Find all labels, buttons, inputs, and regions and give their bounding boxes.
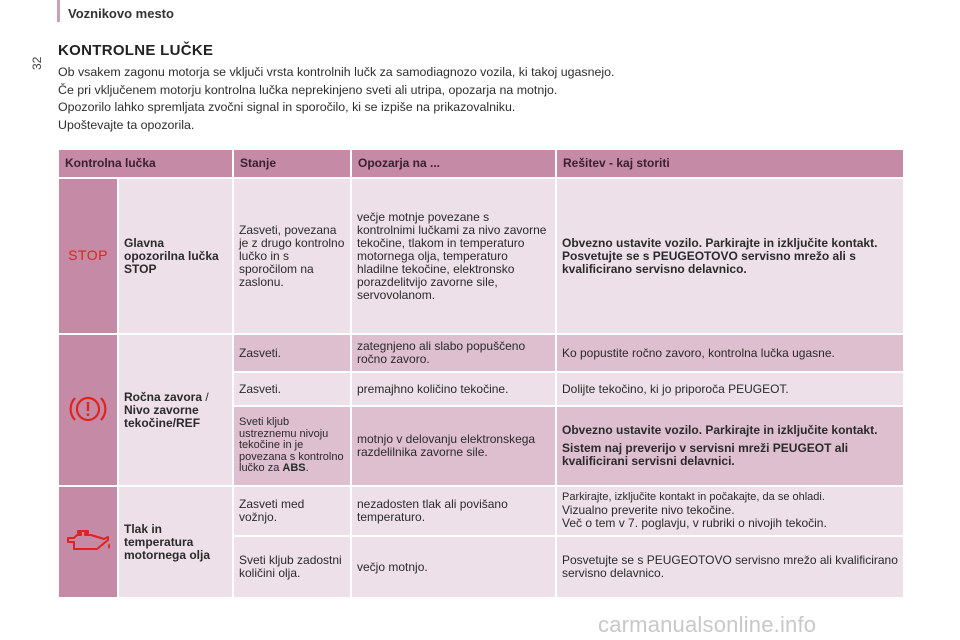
- solution-line: Obvezno ustavite vozilo. Parkirajte in izključite kontakt.: [562, 423, 878, 437]
- solution-line: Parkirajte, izključite kontakt in počakajte, da se ohladi.: [562, 491, 825, 504]
- column-header-lamp: Kontrolna lučka: [58, 149, 233, 178]
- page-number: 32: [30, 56, 44, 70]
- lamp-solution: Posvetujte se s PEUGEOTOVO servisno mrežo ali kvalificirano servisno delavnico.: [556, 536, 904, 598]
- lamp-solution: Obvezno ustavite vozilo. Parkirajte in izključite kontakt. Posvetujte se s PEUGEOTOVO servisno mrežo ali s kvalificirano servisno delavnico.: [556, 178, 904, 334]
- lamp-solution: Dolijte tekočino, ki jo priporoča PEUGEOT.: [556, 372, 904, 406]
- warning-lamps-table: [57, 148, 905, 599]
- intro-line: Ob vsakem zagonu motorja se vključi vrsta kontrolnih lučk za samodiagnozo vozila, ki takoj ugasnejo.: [58, 65, 615, 79]
- lamp-warns: večje motnje povezane s kontrolnimi lučkami za nivo zavorne tekočine, tlakom in temperaturo motornega olja, temperaturo hladilne tekočine, elektronsko porazdelitvijo zavorne sile, servovolanom.: [351, 178, 556, 334]
- lamp-warns: premajhno količino tekočine.: [351, 372, 556, 406]
- stop-icon-cell: [58, 178, 118, 334]
- intro-line: Upoštevajte ta opozorila.: [58, 117, 195, 132]
- lamp-solution: [556, 406, 904, 486]
- brake-warning-icon: [67, 392, 109, 426]
- table-header-row: [58, 149, 904, 178]
- oil-pressure-icon: [64, 528, 112, 554]
- lamp-name: [118, 334, 233, 486]
- page-title: KONTROLNE LUČKE: [58, 42, 214, 59]
- section-title: Voznikovo mesto: [68, 6, 174, 21]
- lamp-state: Zasveti med vožnjo.: [233, 486, 351, 536]
- column-header-state: Stanje: [233, 149, 351, 178]
- solution-line: Sistem naj preverijo v servisni mreži PEUGEOT ali kvalificirani servisni delavnici.: [562, 441, 849, 468]
- solution-line: Več o tem v 7. poglavju, v rubriki o nivojih tekočin.: [562, 515, 827, 530]
- abs-label: ABS: [282, 462, 306, 475]
- intro-line: Če pri vključenem motorju kontrolna lučka neprekinjeno sveti ali utripa, opozarja na motnjo.: [58, 82, 558, 97]
- intro-text: [58, 64, 898, 134]
- lamp-name: Tlak in temperatura motornega olja: [118, 486, 233, 598]
- intro-line: Opozorilo lahko spremljata zvočni signal in sporočilo, ki se izpiše na prikazovalniku.: [58, 100, 516, 114]
- column-header-solution: Rešitev - kaj storiti: [556, 149, 904, 178]
- lamp-name: Glavna opozorilna lučka STOP: [118, 178, 233, 334]
- lamp-name-part: Nivo zavorne tekočine/REF: [124, 402, 201, 430]
- solution-line: Vizualno preverite nivo tekočine.: [562, 502, 735, 517]
- table-row-oil-1: [58, 486, 904, 536]
- lamp-solution: Ko popustite ročno zavoro, kontrolna lučka ugasne.: [556, 334, 904, 372]
- section-marker-bar: [57, 0, 60, 22]
- lamp-warns: motnjo v delovanju elektronskega razdelilnika zavorne sile.: [351, 406, 556, 486]
- table-row-brake-1: [58, 334, 904, 372]
- lamp-state: Zasveti.: [233, 334, 351, 372]
- state-text: .: [305, 462, 309, 475]
- lamp-name-part: Ročna zavora: [124, 389, 203, 404]
- column-header-warns: Opozarja na ...: [351, 149, 556, 178]
- lamp-warns: zategnjeno ali slabo popuščeno ročno zavoro.: [351, 334, 556, 372]
- brake-icon-cell: [58, 334, 118, 486]
- lamp-name-separator: /: [202, 389, 209, 404]
- table-row-stop: [58, 178, 904, 334]
- watermark: carmanualsonline.info: [598, 612, 817, 637]
- stop-warning-icon: STOP: [68, 247, 108, 263]
- lamp-state: Zasveti, povezana je z drugo kontrolno lučko in s sporočilom na zaslonu.: [233, 178, 351, 334]
- lamp-state: [233, 406, 351, 486]
- state-text: Sveti kljub ustreznemu nivoju tekočine in je povezana s kontrolno lučko za: [239, 416, 344, 475]
- lamp-solution: [556, 486, 904, 536]
- lamp-state: Zasveti.: [233, 372, 351, 406]
- oil-icon-cell: [58, 486, 118, 598]
- lamp-warns: nezadosten tlak ali povišano temperaturo.: [351, 486, 556, 536]
- lamp-warns: večjo motnjo.: [351, 536, 556, 598]
- lamp-state: Sveti kljub zadostni količini olja.: [233, 536, 351, 598]
